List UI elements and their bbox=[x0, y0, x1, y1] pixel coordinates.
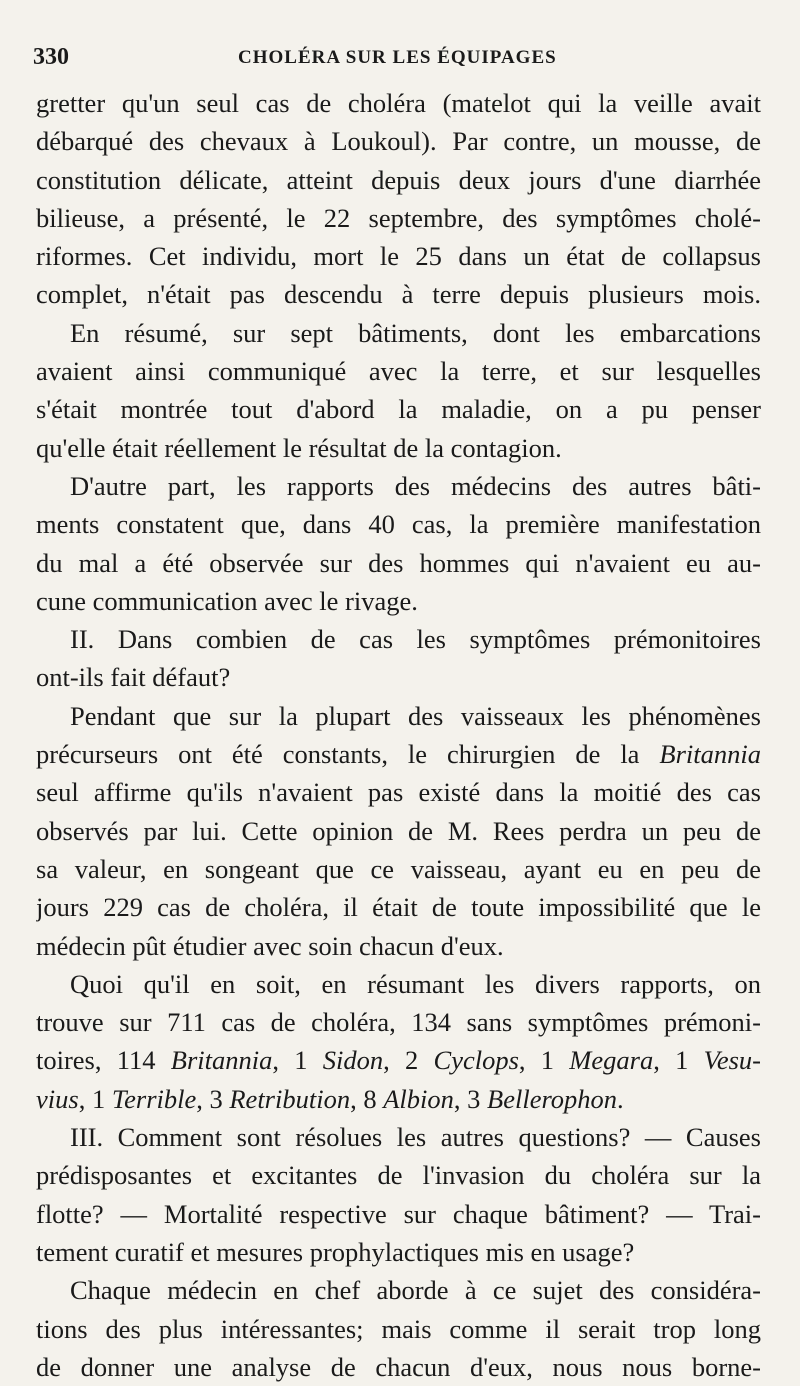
text-line: tement curatif et mesures prophylactiques mis en usage? bbox=[36, 1236, 635, 1267]
page-number: 330 bbox=[33, 44, 69, 70]
page-header bbox=[33, 44, 753, 76]
text-line: débarqué des chevaux à Loukoul). Par contre, un mousse, de bbox=[36, 126, 761, 157]
text-line: tions des plus intéressantes; mais comme il serait trop long bbox=[36, 1313, 761, 1344]
text-line: précurseurs ont été constants, le chirurgien de la Britannia bbox=[36, 739, 761, 770]
text-line: trouve sur 711 cas de choléra, 134 sans symptômes prémoni- bbox=[36, 1007, 761, 1038]
text-line: seul affirme qu'ils n'avaient pas existé dans la moitié des cas bbox=[36, 777, 761, 808]
text-line: En résumé, sur sept bâtiments, dont les embarcations bbox=[70, 317, 761, 348]
text-line: prédisposantes et excitantes de l'invasion du choléra sur la bbox=[36, 1160, 761, 1191]
text-line: observés par lui. Cette opinion de M. Rees perdra un peu de bbox=[36, 815, 761, 846]
text-line: Chaque médecin en chef aborde à ce sujet des considéra- bbox=[70, 1275, 761, 1306]
text-line: complet, n'était pas descendu à terre depuis plusieurs mois. bbox=[36, 279, 761, 310]
text-line: Quoi qu'il en soit, en résumant les divers rapports, on bbox=[70, 968, 761, 999]
text-line: ont-ils fait défaut? bbox=[36, 662, 231, 693]
text-line: vius, 1 Terrible, 3 Retribution, 8 Albion, 3 Bellerophon. bbox=[36, 1083, 624, 1114]
text-line: bilieuse, a présenté, le 22 septembre, des symptômes cholé- bbox=[36, 202, 761, 233]
text-line: du mal a été observée sur des hommes qui n'avaient eu au- bbox=[36, 547, 761, 578]
text-line: D'autre part, les rapports des médecins des autres bâti- bbox=[70, 470, 761, 501]
text-line: Pendant que sur la plupart des vaisseaux les phénomènes bbox=[70, 700, 761, 731]
text-line: médecin pût étudier avec soin chacun d'eux. bbox=[36, 930, 504, 961]
text-line: s'était montrée tout d'abord la maladie, on a pu penser bbox=[36, 394, 761, 425]
text-line: III. Comment sont résolues les autres questions? — Causes bbox=[70, 1122, 761, 1153]
text-line: gretter qu'un seul cas de choléra (matelot qui la veille avait bbox=[36, 88, 761, 118]
body-text bbox=[36, 84, 761, 1386]
text-line: jours 229 cas de choléra, il était de toute impossibilité que le bbox=[36, 892, 761, 923]
text-line: riformes. Cet individu, mort le 25 dans un état de collapsus bbox=[36, 241, 761, 272]
text-line: qu'elle était réellement le résultat de la contagion. bbox=[36, 432, 562, 463]
text-line: de donner une analyse de chacun d'eux, nous nous borne- bbox=[36, 1351, 761, 1382]
text-line: ments constatent que, dans 40 cas, la première manifestation bbox=[36, 509, 761, 540]
text-line: avaient ainsi communiqué avec la terre, et sur lesquelles bbox=[36, 356, 761, 387]
text-line: cune communication avec le rivage. bbox=[36, 585, 418, 616]
text-line: sa valeur, en songeant que ce vaisseau, ayant eu en peu de bbox=[36, 853, 761, 884]
text-line: toires, 114 Britannia, 1 Sidon, 2 Cyclops, 1 Megara, 1 Vesu- bbox=[36, 1045, 761, 1076]
text-line: II. Dans combien de cas les symptômes prémonitoires bbox=[70, 624, 761, 655]
running-title: CHOLÉRA SUR LES ÉQUIPAGES bbox=[238, 47, 557, 68]
text-line: flotte? — Mortalité respective sur chaque bâtiment? — Trai- bbox=[36, 1198, 761, 1229]
text-line: constitution délicate, atteint depuis deux jours d'une diarrhée bbox=[36, 164, 761, 195]
